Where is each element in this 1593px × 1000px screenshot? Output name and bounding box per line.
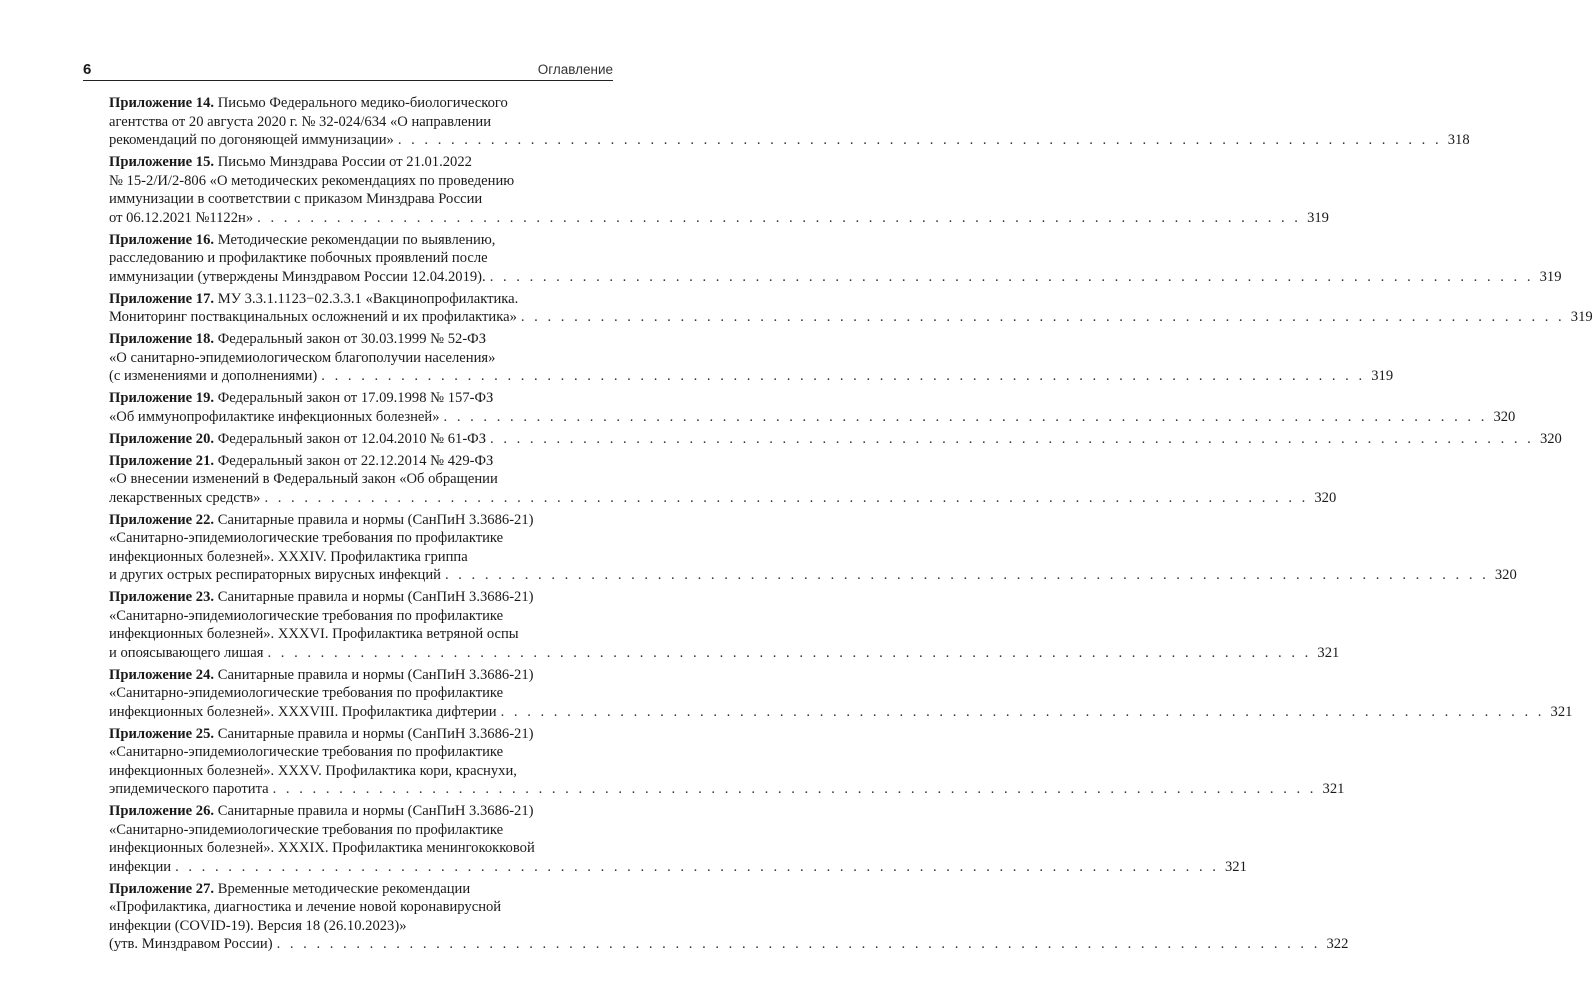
toc-page-number: 318	[1447, 132, 1470, 148]
toc-entry[interactable]	[109, 94, 1470, 150]
toc-entry-text: эпидемического паротита	[109, 781, 269, 797]
toc-entry-line	[109, 917, 613, 936]
toc-entry-text: инфекционных болезней». XXXVI. Профилактика ветряной оспы	[109, 626, 519, 642]
toc-entry-label: Приложение 20.	[109, 430, 215, 447]
toc-entry-text: иммунизации (утверждены Минздравом России 12.04.2019).	[109, 268, 486, 285]
toc-entry-label: Приложение 21.	[109, 452, 215, 469]
toc-entry-text: «Санитарно-эпидемиологические требования по профилактике	[109, 607, 504, 624]
toc-entry-line	[109, 684, 613, 703]
dot-leader: . . . . . . . . . . . . . . . . . . . . . . . . . . . . . . . . . . . . . . . . . . . . . . . . . . . . . . . . . . . . . . . . . . . . . . . . . . . . . . .	[444, 567, 1489, 583]
toc-entry-line	[109, 898, 613, 917]
dot-leader: . . . . . . . . . . . . . . . . . . . . . . . . . . . . . . . . . . . . . . . . . . . . . . . . . . . . . . . . . . . . . . . . . . . . . . . . . . . . . . .	[490, 430, 1534, 447]
toc-entry-line	[109, 821, 613, 840]
toc-entry-line	[109, 880, 613, 899]
toc-page-number: 320	[1494, 567, 1517, 583]
toc-entry-text: Санитарные правила и нормы (СанПиН 3.3686-21)	[217, 589, 534, 605]
toc-entry-line	[109, 529, 613, 548]
toc-entry-text: (с изменениями и дополнениями)	[109, 368, 318, 384]
toc-entry-text: Методические рекомендации по выявлению,	[217, 231, 496, 248]
toc-entry-text: «Об иммунопрофилактике инфекционных болезней»	[109, 408, 440, 425]
toc-entry[interactable]	[109, 802, 1247, 876]
toc-entry-text: рекомендаций по догоняющей иммунизации»	[109, 132, 394, 148]
toc-entry-text: Письмо Федерального медико-биологического	[217, 95, 508, 111]
toc-entry-label: Приложение 22.	[109, 511, 215, 528]
toc-entry-line	[109, 153, 613, 172]
toc-entry[interactable]	[109, 153, 1329, 227]
toc-entry-text: инфекции (COVID-19). Версия 18 (26.10.2023)»	[109, 917, 407, 934]
toc-entry-text: «Санитарно-эпидемиологические требования по профилактике	[109, 744, 504, 760]
toc-entry-text: Федеральный закон от 12.04.2010 № 61-ФЗ	[217, 430, 487, 447]
dot-leader: . . . . . . . . . . . . . . . . . . . . . . . . . . . . . . . . . . . . . . . . . . . . . . . . . . . . . . . . . . . . . . . . . . . . . . . . . . . . . . .	[175, 858, 1219, 875]
toc-entry-text: Федеральный закон от 30.03.1999 № 52-ФЗ	[217, 331, 487, 347]
toc-entry-last-line	[109, 644, 1340, 663]
toc-entry-line	[109, 743, 613, 762]
toc-entry-text: иммунизации в соответствии с приказом Минздрава России	[109, 191, 483, 207]
toc-page-number: 319	[1307, 209, 1329, 226]
toc-entry-label: Приложение 25.	[109, 725, 215, 742]
toc-entry-last-line	[109, 489, 1337, 508]
toc-entry-last-line	[109, 935, 1349, 954]
toc-entry-text: Мониторинг поствакцинальных осложнений и их профилактика»	[109, 309, 517, 325]
toc-page-number: 319	[1371, 368, 1394, 384]
dot-leader: . . . . . . . . . . . . . . . . . . . . . . . . . . . . . . . . . . . . . . . . . . . . . . . . . . . . . . . . . . . . . . . . . . . . . . . . . . . . . . .	[264, 489, 1309, 506]
toc-entry[interactable]	[109, 511, 1517, 585]
toc-page-number: 319	[1570, 309, 1593, 325]
toc-entry-text: Санитарные правила и нормы (СанПиН 3.3686-21)	[217, 511, 534, 528]
toc-entry-label: Приложение 27.	[109, 880, 215, 897]
dot-leader: . . . . . . . . . . . . . . . . . . . . . . . . . . . . . . . . . . . . . . . . . . . . . . . . . . . . . . . . . . . . . . . . . . . . . . . . . . . . . . .	[397, 132, 1442, 148]
toc-entry[interactable]	[109, 330, 1394, 386]
toc-entry-text: и опоясывающего лишая	[109, 644, 264, 661]
toc-entry-line	[109, 588, 613, 607]
toc-page-number: 322	[1326, 936, 1349, 952]
dot-leader: . . . . . . . . . . . . . . . . . . . . . . . . . . . . . . . . . . . . . . . . . . . . . . . . . . . . . . . . . . . . . . . . . . . . . . . . . . . . . . .	[321, 368, 1366, 384]
toc-entry-line	[109, 113, 613, 132]
toc-entry-text: «Санитарно-эпидемиологические требования по профилактике	[109, 821, 504, 838]
toc-entry-text: Временные методические рекомендации	[217, 880, 471, 897]
toc-page-number: 321	[1317, 644, 1340, 661]
toc-entry-line	[109, 172, 613, 191]
toc-entry-line	[109, 511, 613, 530]
toc-entry-last-line	[109, 367, 1394, 386]
toc-entry-line	[109, 725, 613, 744]
toc-entry-text: и других острых респираторных вирусных инфекций	[109, 567, 441, 583]
toc-entry-last-line	[109, 780, 1345, 799]
toc-entry-last-line	[109, 131, 1470, 150]
toc-entry-last-line	[109, 408, 1516, 427]
toc-entry-text: агентства от 20 августа 2020 г. № 32-024/634 «О направлении	[109, 113, 492, 130]
toc-entry-line	[109, 249, 613, 268]
toc-entry-text: лекарственных средств»	[109, 489, 261, 506]
toc-entry-line	[109, 389, 613, 408]
toc-entry-text: Санитарные правила и нормы (СанПиН 3.3686-21)	[217, 803, 534, 819]
toc-entry-label: Приложение 16.	[109, 231, 215, 248]
dot-leader: . . . . . . . . . . . . . . . . . . . . . . . . . . . . . . . . . . . . . . . . . . . . . . . . . . . . . . . . . . . . . . . . . . . . . . . . . . . . . . .	[272, 781, 1317, 797]
toc-entry-text: инфекционных болезней». XXXVIII. Профилактика дифтерии	[109, 703, 497, 720]
toc-entry[interactable]	[109, 430, 1562, 449]
toc-entry-text: «О внесении изменений в Федеральный закон «Об обращении	[109, 471, 498, 487]
page-header	[83, 58, 613, 81]
toc-entry-last-line	[109, 268, 1562, 287]
toc-entry-text: «Санитарно-эпидемиологические требования по профилактике	[109, 685, 504, 701]
toc-entry-text: от 06.12.2021 №1122н»	[109, 209, 254, 226]
toc-entry-line	[109, 94, 613, 113]
toc-entry-text: Федеральный закон от 22.12.2014 № 429-ФЗ	[217, 452, 494, 469]
toc-entry-label: Приложение 19.	[109, 390, 215, 406]
toc-entry-label: Приложение 26.	[109, 803, 215, 819]
toc-entry-label: Приложение 24.	[109, 666, 215, 683]
toc-entry-text: инфекционных болезней». XXXIV. Профилактика гриппа	[109, 548, 468, 565]
toc-entry-text: Федеральный закон от 17.09.1998 № 157-ФЗ	[217, 390, 494, 406]
toc-entry-text: расследованию и профилактике побочных проявлений после	[109, 250, 488, 266]
dot-leader: . . . . . . . . . . . . . . . . . . . . . . . . . . . . . . . . . . . . . . . . . . . . . . . . . . . . . . . . . . . . . . . . . . . . . . . . . . . . . . .	[267, 644, 1312, 661]
toc-entry-line	[109, 190, 613, 209]
dot-leader: . . . . . . . . . . . . . . . . . . . . . . . . . . . . . . . . . . . . . . . . . . . . . . . . . . . . . . . . . . . . . . . . . . . . . . . . . . . . . . .	[520, 309, 1565, 325]
dot-leader: . . . . . . . . . . . . . . . . . . . . . . . . . . . . . . . . . . . . . . . . . . . . . . . . . . . . . . . . . . . . . . . . . . . . . . . . . . . . . . .	[500, 703, 1545, 720]
toc-entry[interactable]	[109, 880, 1349, 954]
toc-entry-last-line	[109, 858, 1247, 877]
toc-page-number: 321	[1225, 858, 1247, 875]
toc-entry-text: «О санитарно-эпидемиологическом благополучии населения»	[109, 349, 496, 366]
toc-entry[interactable]	[109, 231, 1562, 287]
toc-entry-line	[109, 839, 613, 858]
toc-entry-last-line	[109, 566, 1517, 585]
toc-entry-line	[109, 330, 613, 349]
toc-entry-line	[109, 452, 613, 471]
toc-entry-text: Санитарные правила и нормы (СанПиН 3.3686-21)	[217, 666, 534, 683]
toc-entry[interactable]	[109, 290, 1593, 327]
toc-entry-text: (утв. Минздравом России)	[109, 936, 273, 952]
toc-entry-text: Санитарные правила и нормы (СанПиН 3.3686-21)	[217, 725, 534, 742]
dot-leader: . . . . . . . . . . . . . . . . . . . . . . . . . . . . . . . . . . . . . . . . . . . . . . . . . . . . . . . . . . . . . . . . . . . . . . . . . . . . . . .	[257, 209, 1301, 226]
toc-entry-text: инфекционных болезней». XXXIX. Профилактика менингококковой	[109, 840, 535, 856]
toc-entry-text: Письмо Минздрава России от 21.01.2022	[217, 154, 472, 170]
toc-entry[interactable]	[109, 588, 1340, 662]
toc-entry-last-line	[109, 209, 1329, 228]
toc-entry-text: МУ 3.3.1.1123−02.3.3.1 «Вакцинопрофилактика.	[217, 290, 519, 307]
toc-entry-label: Приложение 23.	[109, 589, 215, 605]
toc-entry-line	[109, 470, 613, 489]
dot-leader: . . . . . . . . . . . . . . . . . . . . . . . . . . . . . . . . . . . . . . . . . . . . . . . . . . . . . . . . . . . . . . . . . . . . . . . . . . . . . . .	[276, 936, 1321, 952]
toc-entry-last-line	[109, 703, 1573, 722]
toc-page-number: 319	[1539, 268, 1562, 285]
toc-entry-text: «Санитарно-эпидемиологические требования по профилактике	[109, 530, 504, 546]
toc-entry-label: Приложение 18.	[109, 331, 215, 347]
toc-entry-line	[109, 231, 613, 250]
dot-leader: . . . . . . . . . . . . . . . . . . . . . . . . . . . . . . . . . . . . . . . . . . . . . . . . . . . . . . . . . . . . . . . . . . . . . . . . . . . . . . .	[489, 268, 1534, 285]
toc-entry-label: Приложение 15.	[109, 154, 215, 170]
toc-page-number: 320	[1314, 489, 1337, 506]
toc-entry-last-line	[109, 430, 1562, 449]
page-number: 6	[83, 61, 92, 78]
toc-entry-label: Приложение 14.	[109, 95, 215, 111]
toc-page-number: 321	[1322, 781, 1345, 797]
toc-entry-last-line	[109, 308, 1593, 327]
dot-leader: . . . . . . . . . . . . . . . . . . . . . . . . . . . . . . . . . . . . . . . . . . . . . . . . . . . . . . . . . . . . . . . . . . . . . . . . . . . . . . .	[443, 408, 1488, 425]
toc-entry-text: № 15-2/И/2-806 «О методических рекомендациях по проведению	[109, 172, 515, 189]
toc-entry-line	[109, 290, 613, 309]
toc-entry[interactable]	[109, 666, 1573, 722]
toc-entry-line	[109, 802, 613, 821]
toc-entry-line	[109, 548, 613, 567]
toc-entry-text: инфекционных болезней». XXXV. Профилактика кори, краснухи,	[109, 762, 517, 779]
toc-entry-text: инфекции	[109, 858, 172, 875]
toc-entry-line	[109, 349, 613, 368]
table-of-contents	[109, 94, 1593, 957]
toc-page-number: 320	[1539, 430, 1562, 447]
toc-page-number: 320	[1493, 408, 1516, 425]
toc-entry[interactable]	[109, 725, 1345, 799]
toc-entry-line	[109, 666, 613, 685]
toc-entry[interactable]	[109, 389, 1516, 426]
toc-entry-line	[109, 762, 613, 781]
toc-entry[interactable]	[109, 452, 1337, 508]
toc-entry-line	[109, 607, 613, 626]
toc-entry-label: Приложение 17.	[109, 290, 215, 307]
toc-entry-text: «Профилактика, диагностика и лечение новой коронавирусной	[109, 899, 502, 915]
toc-entry-line	[109, 625, 613, 644]
section-title: Оглавление	[537, 62, 613, 77]
toc-page-number: 321	[1550, 703, 1573, 720]
